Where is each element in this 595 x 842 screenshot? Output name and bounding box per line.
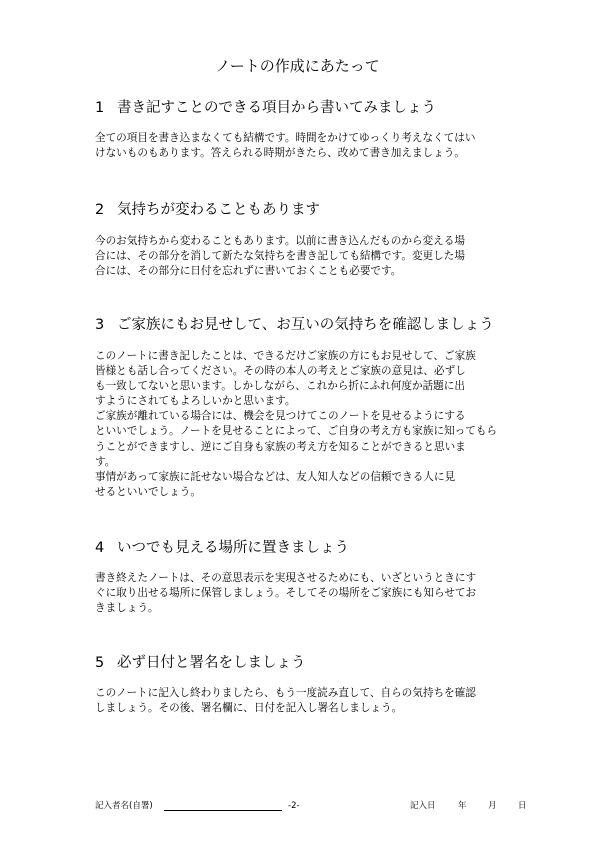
date-label: 記入日 <box>410 801 436 811</box>
body-line: 事情があって家族に託せない場合などは、友人知人などの信頼できる人に見 <box>95 470 456 483</box>
body-line: 皆様とも話し合ってください。その時の本人の考えとご家族の意見は、必ずし <box>95 365 466 378</box>
body-line: このノートに記入し終わりましたら、もう一度読み直して、自らの気持ちを確認 <box>95 687 476 699</box>
section-number: 2 <box>95 202 105 218</box>
section-number: 4 <box>95 540 105 556</box>
body-line: 書き終えたノートは、その意思表示を実現させるためにも、いざというときにす <box>95 572 477 584</box>
section-body-3 <box>95 349 550 500</box>
section-body-2 <box>95 234 550 279</box>
signer-label: 記入者名(自署) <box>95 801 153 811</box>
section-heading-text: 気持ちが変わることもあります <box>117 202 320 218</box>
body-line: せるといいでしょう。 <box>95 485 201 498</box>
section-heading-3 <box>95 315 565 335</box>
section-body-4 <box>95 571 550 616</box>
body-line: といいでしょう。ノートを見せることによって、ご自身の考え方も家族に知ってもら <box>95 425 498 438</box>
page-footer <box>0 799 595 813</box>
body-line: 合には、その部分を消して新たな気持ちを書き記しても結構です。変更した場 <box>95 250 465 263</box>
section-body-1 <box>95 131 550 161</box>
year-label: 年 <box>458 801 467 811</box>
section-body-5 <box>95 686 550 716</box>
body-line: このノートに書き記したことは、できるだけご家族の方にもお見せして、ご家族 <box>95 350 476 362</box>
page-title: ノートの作成にあたって <box>215 57 380 75</box>
body-line: しましょう。その後、署名欄に、日付を記入し署名しましょう。 <box>95 702 403 715</box>
section-number: 1 <box>95 100 105 116</box>
body-line: けないものもあります。答えられる時期がきたら、改めて書き加えましょう。 <box>95 147 465 160</box>
day-label: 日 <box>518 801 527 811</box>
section-heading-5 <box>95 653 565 673</box>
body-line: ご家族が離れている場合には、機会を見つけてこのノートを見せるようにする <box>95 410 466 423</box>
body-line: 合には、その部分に日付を忘れずに書いておくことも必要です。 <box>95 265 402 278</box>
section-heading-1 <box>95 98 565 118</box>
section-number: 5 <box>95 655 105 671</box>
section-number: 3 <box>95 317 105 333</box>
section-heading-2 <box>95 200 565 220</box>
section-heading-text: 必ず日付と署名をしましょう <box>117 655 306 671</box>
body-line: うことができますし、逆にご自身も家族の考え方を知ることができると思いま <box>95 440 466 453</box>
section-heading-4 <box>95 538 565 558</box>
section-heading-text: いつでも見える場所に置きましょう <box>117 540 349 556</box>
month-label: 月 <box>488 801 497 811</box>
section-heading-text: ご家族にもお見せして、お互いの気持ちを確認しましょう <box>117 317 494 333</box>
section-heading-text: 書き記すことのできる項目から書いてみましょう <box>117 100 436 116</box>
signature-line <box>164 810 282 811</box>
body-line: きましょう。 <box>95 602 159 615</box>
body-line: も一致してないと思います。しかしながら、これから折にふれ何度か話題に出 <box>95 380 465 393</box>
body-line: 今のお気持ちから変わることもあります。以前に書き込んだものから変える場 <box>95 235 465 247</box>
body-line: す。 <box>95 455 116 468</box>
body-line: ぐに取り出せる場所に保管しましょう。そしてその場所をご家族にも知らせてお <box>95 587 477 600</box>
body-line: 全ての項目を書き込まなくても結構です。時間をかけてゆっくり考えなくてはい <box>95 132 476 144</box>
body-line: すようにされてもよろしいかと思います。 <box>95 395 296 408</box>
page-number: -2- <box>288 801 300 811</box>
